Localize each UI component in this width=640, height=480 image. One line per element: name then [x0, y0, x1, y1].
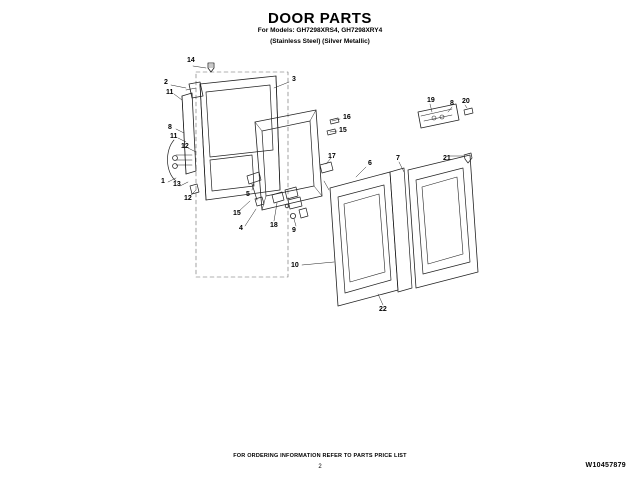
- callout-10: 10: [291, 262, 299, 269]
- callout-20: 20: [462, 98, 470, 105]
- callout-9: 9: [292, 227, 296, 234]
- callout-6: 6: [368, 160, 372, 167]
- callout-13: 13: [173, 181, 181, 188]
- callout-8-left: 8: [168, 124, 172, 131]
- page-number: 2: [318, 464, 322, 470]
- callout-1: 1: [161, 178, 165, 185]
- callout-4: 4: [239, 225, 243, 232]
- document-code: W10457879: [585, 462, 626, 469]
- callout-7: 7: [396, 155, 400, 162]
- footer-note: FOR ORDERING INFORMATION REFER TO PARTS PRICE LIST: [233, 453, 407, 459]
- callout-16: 16: [343, 114, 351, 121]
- page-title: DOOR PARTS: [268, 10, 372, 27]
- callout-18: 18: [270, 222, 278, 229]
- finish-line: (Stainless Steel) (Silver Metallic): [270, 38, 370, 45]
- callout-11-mid: 11: [170, 133, 178, 140]
- callout-12-bottom: 12: [184, 195, 192, 202]
- callout-5: 5: [246, 191, 250, 198]
- callout-14: 14: [187, 57, 195, 64]
- callout-8-right: 8: [450, 100, 454, 107]
- callout-11-top: 11: [166, 89, 174, 96]
- callout-21: 21: [443, 155, 451, 162]
- callout-15-bottom: 15: [233, 210, 241, 217]
- callout-22: 22: [379, 306, 387, 313]
- callout-19: 19: [427, 97, 435, 104]
- callout-2: 2: [164, 79, 168, 86]
- models-line: For Models: GH7298XRS4, GH7298XRY4: [257, 27, 383, 34]
- callout-3: 3: [292, 76, 296, 83]
- callout-15-top: 15: [339, 127, 347, 134]
- callout-17: 17: [328, 153, 336, 160]
- callout-12-top: 12: [181, 143, 189, 150]
